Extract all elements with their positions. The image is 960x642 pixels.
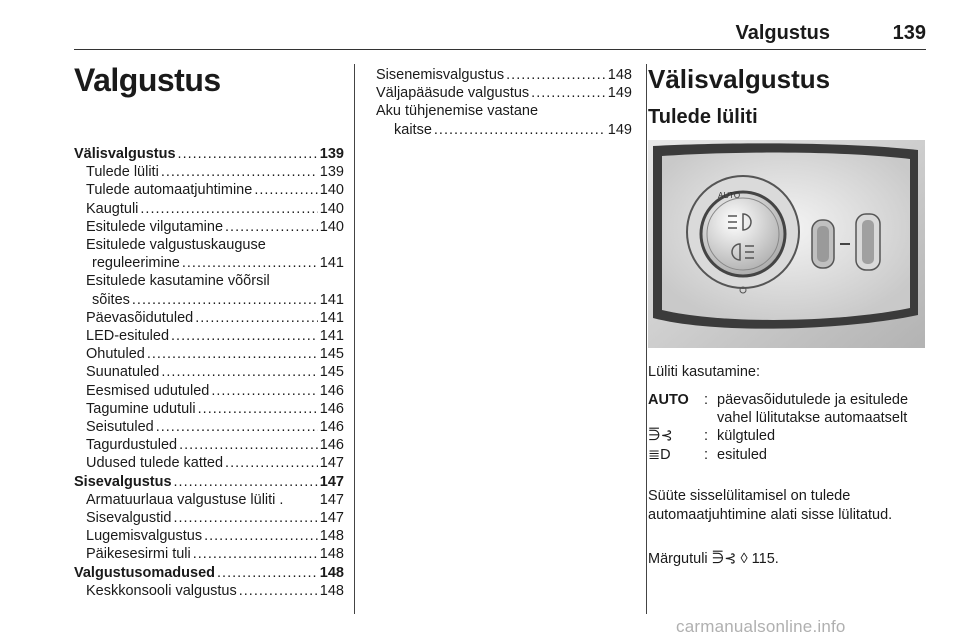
toc-entry-page: 146 (319, 437, 344, 454)
toc-entry[interactable] (74, 527, 344, 545)
toc-entry[interactable] (74, 509, 344, 527)
toc-entry-page: 148 (319, 546, 344, 563)
toc-entry-title: Esitulede valgustuskauguse (86, 237, 266, 254)
definition-value: esituled (717, 446, 767, 463)
toc-entry[interactable] (74, 236, 344, 254)
toc-leader-dots (173, 509, 317, 527)
definition-separator: : (704, 428, 709, 445)
toc-leader-dots (198, 400, 318, 418)
toc-entry-page: 148 (319, 582, 344, 599)
toc-entry-title: Eesmised udutuled (86, 382, 210, 399)
toc-entry[interactable] (74, 473, 344, 491)
toc-entry[interactable] (74, 454, 344, 472)
toc-entry-title: kaitse (394, 121, 432, 138)
toc-entry-page: 148 (319, 564, 344, 581)
column-divider-1 (354, 64, 355, 614)
toc-entry-page: 139 (319, 164, 344, 181)
toc-entry-title: Valgustusomadused (74, 564, 216, 581)
toc-entry-page: 148 (607, 67, 632, 83)
toc-leader-dots (211, 382, 317, 400)
auto-label: AUTO (718, 191, 741, 200)
toc-entry-title: Seisutuled (86, 419, 154, 436)
toc-entry[interactable] (74, 200, 344, 218)
definition-key: AUTO (648, 392, 689, 408)
toc-entry-title: Tagumine udutuli (86, 400, 196, 417)
toc-leader-dots (174, 473, 318, 491)
definition-separator: : (704, 392, 709, 408)
toc-entry-title: Sisevalgustid (86, 510, 172, 527)
toc-entry[interactable] (376, 84, 632, 102)
toc-entry-title: Armatuurlaua valgustuse lüliti . (86, 491, 284, 508)
toc-entry-title: Suunatuled (86, 364, 160, 381)
toc-leader-dots (179, 436, 318, 454)
toc-leader-dots (178, 145, 318, 163)
toc-entry-title: Esitulede vilgutamine (86, 218, 224, 235)
toc-entry-page: 147 (319, 473, 344, 490)
toc-entry-page: 147 (319, 510, 344, 527)
toc-entry-page: 146 (319, 419, 344, 436)
toc-leader-dots (204, 527, 318, 545)
toc-entry-page: 140 (319, 218, 344, 235)
toc-entry-page: 141 (319, 291, 344, 308)
toc-entry[interactable] (74, 382, 344, 400)
toc-entry-page: 141 (319, 328, 344, 345)
toc-entry[interactable] (74, 545, 344, 563)
toc-entry[interactable] (74, 582, 344, 600)
toc-leader-dots (506, 66, 606, 84)
column-divider-2 (646, 64, 647, 614)
toc-leader-dots (239, 582, 318, 600)
toc-entry[interactable] (74, 363, 344, 381)
toc-entry-page: 141 (319, 255, 344, 272)
definition-item (648, 427, 928, 445)
toc-entry-title: Tulede lüliti (86, 164, 159, 181)
toc-entry-page: 146 (319, 400, 344, 417)
usage-label: Lüliti kasutamine: (648, 364, 761, 380)
toc-leader-dots (225, 218, 318, 236)
toc-entry-title: Esitulede kasutamine võõrsil (86, 273, 270, 290)
toc-entry[interactable] (74, 564, 344, 582)
toc-entry-page: 149 (607, 85, 632, 102)
toc-entry-title: Aku tühjenemise vastane (376, 103, 539, 120)
toc-entry-page: 145 (319, 346, 344, 363)
definition-item (648, 391, 928, 427)
toc-leader-dots (217, 564, 318, 582)
toc-leader-dots (156, 418, 318, 436)
light-switch-photo (648, 140, 925, 348)
toc-entry-page: 140 (319, 182, 344, 199)
toc-leader-dots (254, 181, 317, 199)
toc-entry[interactable] (74, 436, 344, 454)
toc-left (74, 145, 344, 600)
toc-entry-title: Sisevalgustus (74, 473, 172, 490)
toc-leader-dots (147, 345, 318, 363)
toc-entry-page: 149 (607, 121, 632, 138)
definition-value: külgtuled (717, 428, 776, 445)
chapter-title: Valgustus (74, 62, 221, 98)
toc-entry[interactable] (74, 309, 344, 327)
definition-item (648, 446, 928, 464)
toc-entry[interactable] (74, 418, 344, 436)
toc-entry-page: 148 (319, 528, 344, 545)
toc-entry-title: Päevasõidutuled (86, 309, 194, 326)
toc-entry[interactable] (74, 400, 344, 418)
toc-entry-title: Lugemisvalgustus (86, 528, 203, 545)
toc-entry-page: 145 (319, 364, 344, 381)
toc-leader-dots (225, 454, 318, 472)
toc-leader-dots (182, 254, 318, 272)
paragraph-auto-lights: Süüte sisselülitamisel on tulede automaatjuhtimine alati sisse lülitatud. (648, 488, 893, 523)
toc-entry-title: Päikesesirmi tuli (86, 546, 191, 563)
toc-entry-title: Sisenemisvalgustus (376, 67, 505, 83)
toc-entry-title: Välisvalgustus (74, 146, 176, 162)
toc-entry-page: 147 (319, 455, 344, 472)
rotary-knob (701, 192, 785, 276)
toc-leader-dots (171, 327, 318, 345)
section-heading: Välisvalgustus (648, 64, 831, 94)
toc-entry-title: Kaugtuli (86, 200, 139, 217)
toc-entry-title: Tagurdustuled (86, 437, 178, 454)
toc-entry-title: Keskkonsooli valgustus (86, 582, 237, 599)
toc-entry[interactable] (74, 163, 344, 181)
toc-middle (376, 66, 632, 139)
toc-entry[interactable] (74, 254, 344, 272)
toc-entry[interactable] (74, 181, 344, 199)
definition-list (648, 391, 928, 464)
definition-separator: : (704, 446, 709, 463)
toc-entry-page: 141 (319, 309, 344, 326)
toc-entry[interactable] (74, 272, 344, 290)
toc-leader-dots (161, 363, 317, 381)
toc-entry-title: reguleerimine (92, 255, 180, 272)
toc-entry-page: 147 (319, 491, 344, 508)
toc-entry-page: 139 (319, 146, 344, 162)
toc-entry-title: Väljapääsude valgustus (376, 85, 530, 102)
toc-entry-title: Udused tulede katted (86, 455, 224, 472)
toc-entry[interactable] (74, 491, 344, 509)
toc-entry[interactable] (74, 327, 344, 345)
header-rule (74, 49, 926, 50)
subsection-heading: Tulede lüliti (648, 106, 758, 128)
toc-entry[interactable] (74, 218, 344, 236)
definition-value: päevasõidutulede ja esitulede vahel lülitutakse automaatselt (717, 392, 909, 427)
running-header-title: Valgustus (735, 22, 830, 44)
toc-entry-page: 140 (319, 200, 344, 217)
toc-entry-title: sõites (92, 291, 130, 308)
toc-leader-dots (140, 200, 317, 218)
definition-key: ⋽⊰ (648, 428, 673, 445)
watermark: carmanualsonline.info (676, 617, 846, 636)
toc-leader-dots (195, 309, 318, 327)
toc-entry[interactable] (74, 345, 344, 363)
toc-leader-dots (531, 84, 606, 102)
toc-entry[interactable] (74, 291, 344, 309)
definition-key: ≣D (648, 446, 671, 463)
toc-leader-dots (434, 121, 606, 139)
toc-entry-page: 146 (319, 382, 344, 399)
toc-entry[interactable] (376, 121, 632, 139)
toc-entry-title: Ohutuled (86, 346, 145, 363)
toc-entry[interactable] (376, 66, 632, 84)
toc-entry-title: LED-esituled (86, 328, 170, 345)
toc-leader-dots (193, 545, 318, 563)
toc-entry-title: Tulede automaatjuhtimine (86, 182, 253, 199)
toc-entry[interactable] (376, 102, 632, 120)
toc-leader-dots (132, 291, 318, 309)
toc-entry[interactable] (74, 145, 344, 163)
page-number: 139 (892, 22, 926, 44)
paragraph-indicator: Märgutuli ⋽⊰ ◊ 115. (648, 551, 779, 567)
toc-leader-dots (161, 163, 318, 181)
